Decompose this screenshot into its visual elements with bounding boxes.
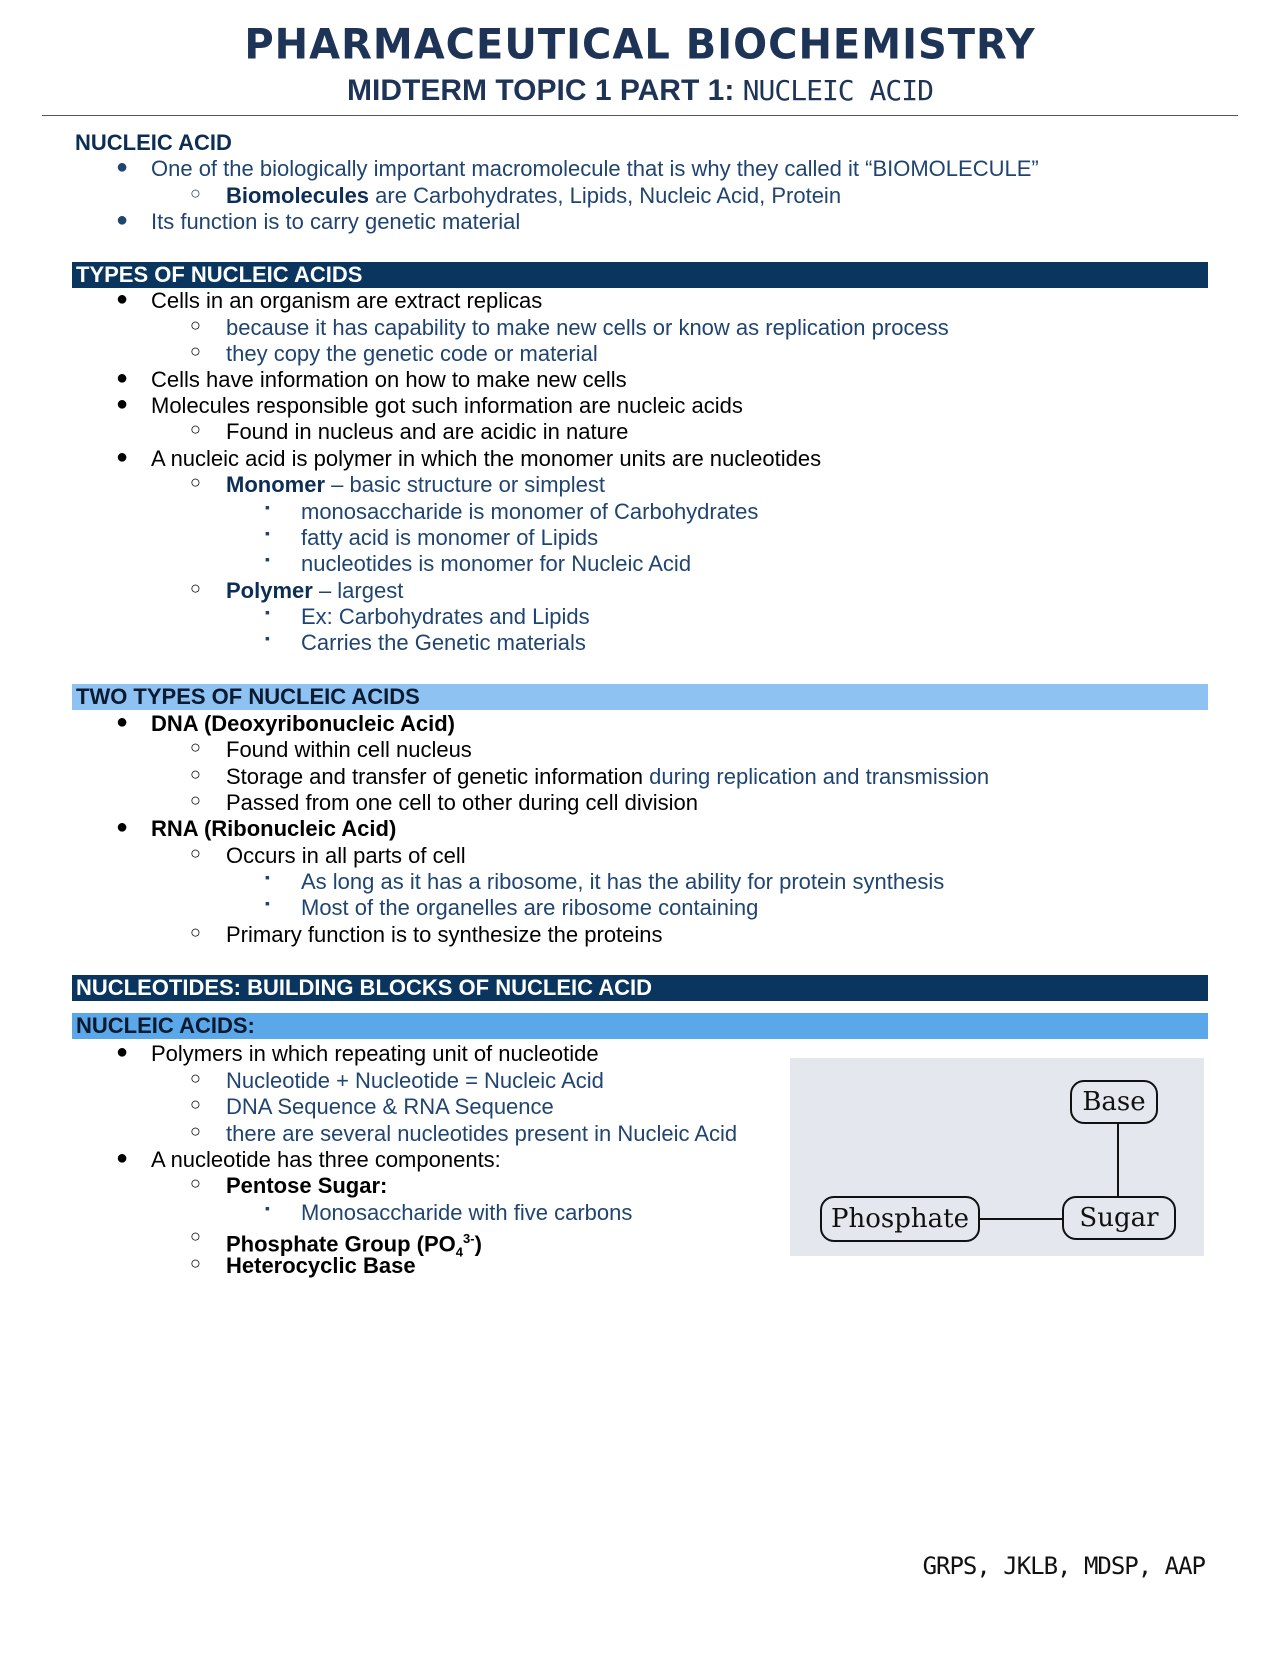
list-item-rna: RNA (Ribonucleic Acid)	[151, 816, 397, 841]
square-bullet-icon: ▪	[265, 869, 270, 885]
section-heading-nucleic-acid: NUCLEIC ACID	[75, 130, 232, 155]
list-item: A nucleotide has three components:	[151, 1147, 501, 1172]
circle-bullet-icon: ○	[190, 790, 201, 810]
bold-term: Polymer	[226, 578, 313, 603]
list-item: Most of the organelles are ribosome containing	[301, 895, 759, 920]
circle-bullet-icon: ○	[190, 183, 201, 203]
list-item: fatty acid is monomer of Lipids	[301, 525, 599, 550]
circle-bullet-icon: ○	[190, 578, 201, 598]
list-item: As long as it has a ribosome, it has the ability for protein synthesis	[301, 869, 945, 894]
header-divider	[42, 115, 1238, 116]
list-item: Cells have information on how to make new cells	[151, 367, 627, 392]
list-item	[226, 578, 403, 604]
list-item: Found within cell nucleus	[226, 737, 472, 762]
circle-bullet-icon: ○	[190, 341, 201, 361]
section-heading-nucleotides: NUCLEOTIDES: BUILDING BLOCKS OF NUCLEIC ACID	[72, 975, 1208, 1001]
circle-bullet-icon: ○	[190, 1173, 201, 1193]
square-bullet-icon: ▪	[265, 895, 270, 911]
list-item-text: )	[474, 1231, 482, 1257]
list-item: Carries the Genetic materials	[301, 630, 586, 655]
bullet-icon: ●	[116, 1147, 129, 1169]
section-heading-types: TYPES OF NUCLEIC ACIDS	[72, 262, 1208, 288]
list-item-highlight: during replication and transmission	[649, 764, 990, 789]
list-item: nucleotides is monomer for Nucleic Acid	[301, 551, 692, 576]
list-item: Passed from one cell to other during cell division	[226, 790, 699, 815]
bullet-icon: ●	[116, 816, 129, 838]
list-item: Heterocyclic Base	[226, 1253, 416, 1278]
list-item-text: – largest	[312, 578, 404, 603]
list-item: because it has capability to make new cells or know as replication process	[226, 315, 949, 340]
list-item: there are several nucleotides present in Nucleic Acid	[226, 1121, 738, 1146]
square-bullet-icon: ▪	[265, 551, 270, 567]
square-bullet-icon: ▪	[265, 525, 270, 541]
bullet-icon: ●	[116, 711, 129, 733]
list-item-dna: DNA (Deoxyribonucleic Acid)	[151, 711, 455, 736]
square-bullet-icon: ▪	[265, 630, 270, 646]
circle-bullet-icon: ○	[190, 922, 201, 942]
square-bullet-icon: ▪	[265, 1200, 270, 1216]
list-item: Primary function is to synthesize the proteins	[226, 922, 663, 947]
bullet-icon: ●	[116, 288, 129, 310]
subsection-heading-nucleic-acids: NUCLEIC ACIDS:	[72, 1013, 1208, 1039]
subtitle-part: MIDTERM TOPIC 1 PART 1	[347, 74, 725, 107]
circle-bullet-icon: ○	[190, 472, 201, 492]
list-item: DNA Sequence & RNA Sequence	[226, 1094, 554, 1119]
list-item	[226, 183, 841, 209]
list-item: Polymers in which repeating unit of nucleotide	[151, 1041, 599, 1066]
circle-bullet-icon: ○	[190, 764, 201, 784]
circle-bullet-icon: ○	[190, 843, 201, 863]
list-item: Found in nucleus and are acidic in nature	[226, 419, 629, 444]
list-item: Ex: Carbohydrates and Lipids	[301, 604, 590, 629]
circle-bullet-icon: ○	[190, 1226, 201, 1246]
list-item: Cells in an organism are extract replicas	[151, 288, 543, 313]
list-item: Molecules responsible got such information are nucleic acids	[151, 393, 743, 418]
section-heading-two-types: TWO TYPES OF NUCLEIC ACIDS	[72, 684, 1208, 710]
list-item-text: Storage and transfer of genetic information	[226, 764, 650, 789]
circle-bullet-icon: ○	[190, 1068, 201, 1088]
subscript: 4	[455, 1244, 464, 1260]
subtitle-topic: NUCLEIC ACID	[742, 74, 933, 107]
bullet-icon: ●	[116, 209, 129, 231]
list-item	[226, 472, 605, 498]
list-item: monosaccharide is monomer of Carbohydrates	[301, 499, 759, 524]
circle-bullet-icon: ○	[190, 1253, 201, 1273]
list-item-text: Phosphate Group (PO	[226, 1231, 456, 1257]
subtitle-separator: :	[724, 74, 735, 107]
sugar-node: Sugar	[1062, 1196, 1176, 1240]
circle-bullet-icon: ○	[190, 315, 201, 335]
list-item	[226, 764, 989, 790]
bullet-icon: ●	[116, 393, 129, 415]
phosphate-sugar-connector	[978, 1218, 1064, 1220]
bullet-icon: ●	[116, 156, 129, 178]
document-title: PHARMACEUTICAL BIOCHEMISTRY	[244, 20, 1036, 70]
list-item: Pentose Sugar:	[226, 1173, 388, 1198]
list-item: they copy the genetic code or material	[226, 341, 598, 366]
circle-bullet-icon: ○	[190, 1094, 201, 1114]
list-item: Occurs in all parts of cell	[226, 843, 466, 868]
list-item: One of the biologically important macromolecule that is why they called it “BIOMOLECULE”	[151, 156, 1039, 181]
list-item: Nucleotide + Nucleotide = Nucleic Acid	[226, 1068, 604, 1093]
bold-term: Monomer	[226, 472, 325, 497]
document-subtitle	[0, 74, 1280, 108]
circle-bullet-icon: ○	[190, 419, 201, 439]
base-node: Base	[1070, 1080, 1158, 1124]
list-item: A nucleic acid is polymer in which the monomer units are nucleotides	[151, 446, 822, 471]
bullet-icon: ●	[116, 446, 129, 468]
bold-term: Biomolecules	[226, 183, 370, 208]
list-item-text: – basic structure or simplest	[325, 472, 605, 497]
square-bullet-icon: ▪	[265, 499, 270, 515]
square-bullet-icon: ▪	[265, 604, 270, 620]
circle-bullet-icon: ○	[190, 737, 201, 757]
nucleotide-diagram	[790, 1058, 1204, 1256]
list-item: Its function is to carry genetic material	[151, 209, 521, 234]
superscript: 3-	[463, 1231, 475, 1246]
list-item: Monosaccharide with five carbons	[301, 1200, 633, 1225]
bullet-icon: ●	[116, 1041, 129, 1063]
base-sugar-connector	[1117, 1112, 1119, 1198]
circle-bullet-icon: ○	[190, 1121, 201, 1141]
bullet-icon: ●	[116, 367, 129, 389]
list-item-text: are Carbohydrates, Lipids, Nucleic Acid, Protein	[369, 183, 842, 208]
authors-footer: GRPS, JKLB, MDSP, AAP	[922, 1552, 1205, 1580]
phosphate-node: Phosphate	[820, 1196, 980, 1242]
